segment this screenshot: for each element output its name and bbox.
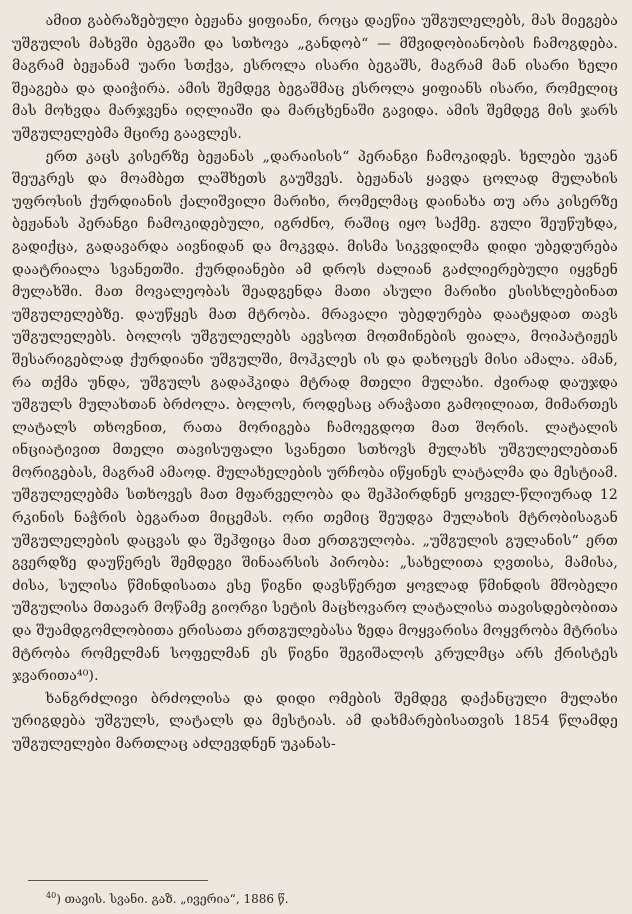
body-paragraph-2: ერთ კაცს კისერზე ბეჟანას „დარაისის“ პერანგი ჩამოკიდეს. ხელები უკან შეუკრეს და მოამბეთ ლაშხეთს გაუშვეს. ბეჟანას ყავდა ცოლად მულახის უფროსის ქურდიანის ქალიშვილი მარიხი, რომელმაც დაინახა თუ არა კისერზე ბეჟანას პერანგი ჩამოკიდებული, იგრძნო, რაშიც იყო საქმე. გული შეუწუხდა, გადიქცა, გადავარდა აივნიდან და მოკვდა. მისმა სიკვდილმა დიდი უბედურება დაატრიალა სვანეთში. ქურდიანები ამ დროს ძალიან გაძლიერებული იყვნენ მულახში. მათ მოვალეობას შეადგენდა მათი ასული მარიხი ესისხლებინათ უშგულელებზე. დაუწყეს მათ მტრობა. მრავალი უბედურება დაატყდათ თავს უშგულელებს. ბოლოს უშგულელებს აევსოთ მოთმინების ფიალა, მოიპატიჟეს შესარიგებლად ქურდიანი უშგულში, მოჰკლეს ის და დახოცეს მისი ამალა. ამან, რა თქმა უნდა, უშგულს გადაჰკიდა მტრად მთელი მულახი. ძვირად დაუჯდა უშგულს მულახთან ბრძოლა. ბოლოს, როდესაც არაჭათი გამოილიათ, მიმართეს ლატალს თხოვნით, რათა მორიგება ჩამოეგდოთ მათ შორის. ლატალის ინციატივით მთელი თავისუფალი სვანეთი სთხოვს მულახს უშგულელებთან მორიგებას, მაგრამ ამაოდ. მულახელების ურჩობა იწყინეს ლატალმა და მესტიამ. უშგულელებმა სთხოვეს მათ მფარველობა და შეჰპირდნენ ყოველ-წლიურად 12 რკინის ნაჭრის ბეგარათ მიცემას. ორი თემიც შეუდგა მულახის მტრობისაგან უშგულელების დაცვას და შეჰფიცა მათ ერთგულობა. „უშგულის გულანის“ ერთ გვერდზე დაუწერეს შემდეგი შინაარსის პირობა: „სახელითა ღვთისა, მამისა, ძისა, სულისა წმინდისათა ესე წიგნი დავსწერეთ ყოვლად წმინდის მშობელი უშგულისა მთავარ მოწამე გიორგი სეტის მაცხოვარო ლატალისა თავისდებობითა და შუამდგომლობითა ერისათა ერთგულებასა ზედა მოყვარისა მოყვრობა მტრისა მტრობა რომელმან სოფელმან ეს წიგნი შეგიშალოს კრულმცა არს ქრისტეს ჯვარითა⁴⁰). xyxy=(12,148,618,685)
footnote-marker: 40 xyxy=(46,891,57,900)
body-paragraph-3: ხანგრძლივი ბრძოლისა და დიდი ომების შემდეგ დაქანცული მულახი ურიგდება უშგულს, ლატალს და მესტიას. ამ დახმარებისათვის 1854 წლამდე უშგულელები მართლაც აძლევდნენ უკანას- xyxy=(12,690,618,752)
footnote xyxy=(46,888,289,907)
footnote-divider xyxy=(28,880,208,881)
body-paragraph-1: ამით გაბრაზებული ბეჟანა ყიფიანი, როცა დაეწია უშგულელებს, მას მიეგება უშგულის მახვში ბეგაში და სთხოვა „განდობ“ — მშვიდობიანობის ჩამოგდება. მაგრამ ბეჟანამ უარი სთქვა, ესროლა ისარი ბეგაშს, მაგრამ მან ისარი ხელი შეაგება და დაიჭირა. ამის შემდეგ ბეგაშმაც ესროლა ყიფიანს ისარი, რომელიც მას მოხვდა მარჯვენა იღლიაში და მარცხენაში გავიდა. ამის შემდეგ მის ჯარს უშგულელებმა მცირე გაავლეს. xyxy=(12,13,618,142)
footnote-text: ) თავის. სვანი. გაზ. „ივერია“, 1886 წ. xyxy=(56,892,289,906)
